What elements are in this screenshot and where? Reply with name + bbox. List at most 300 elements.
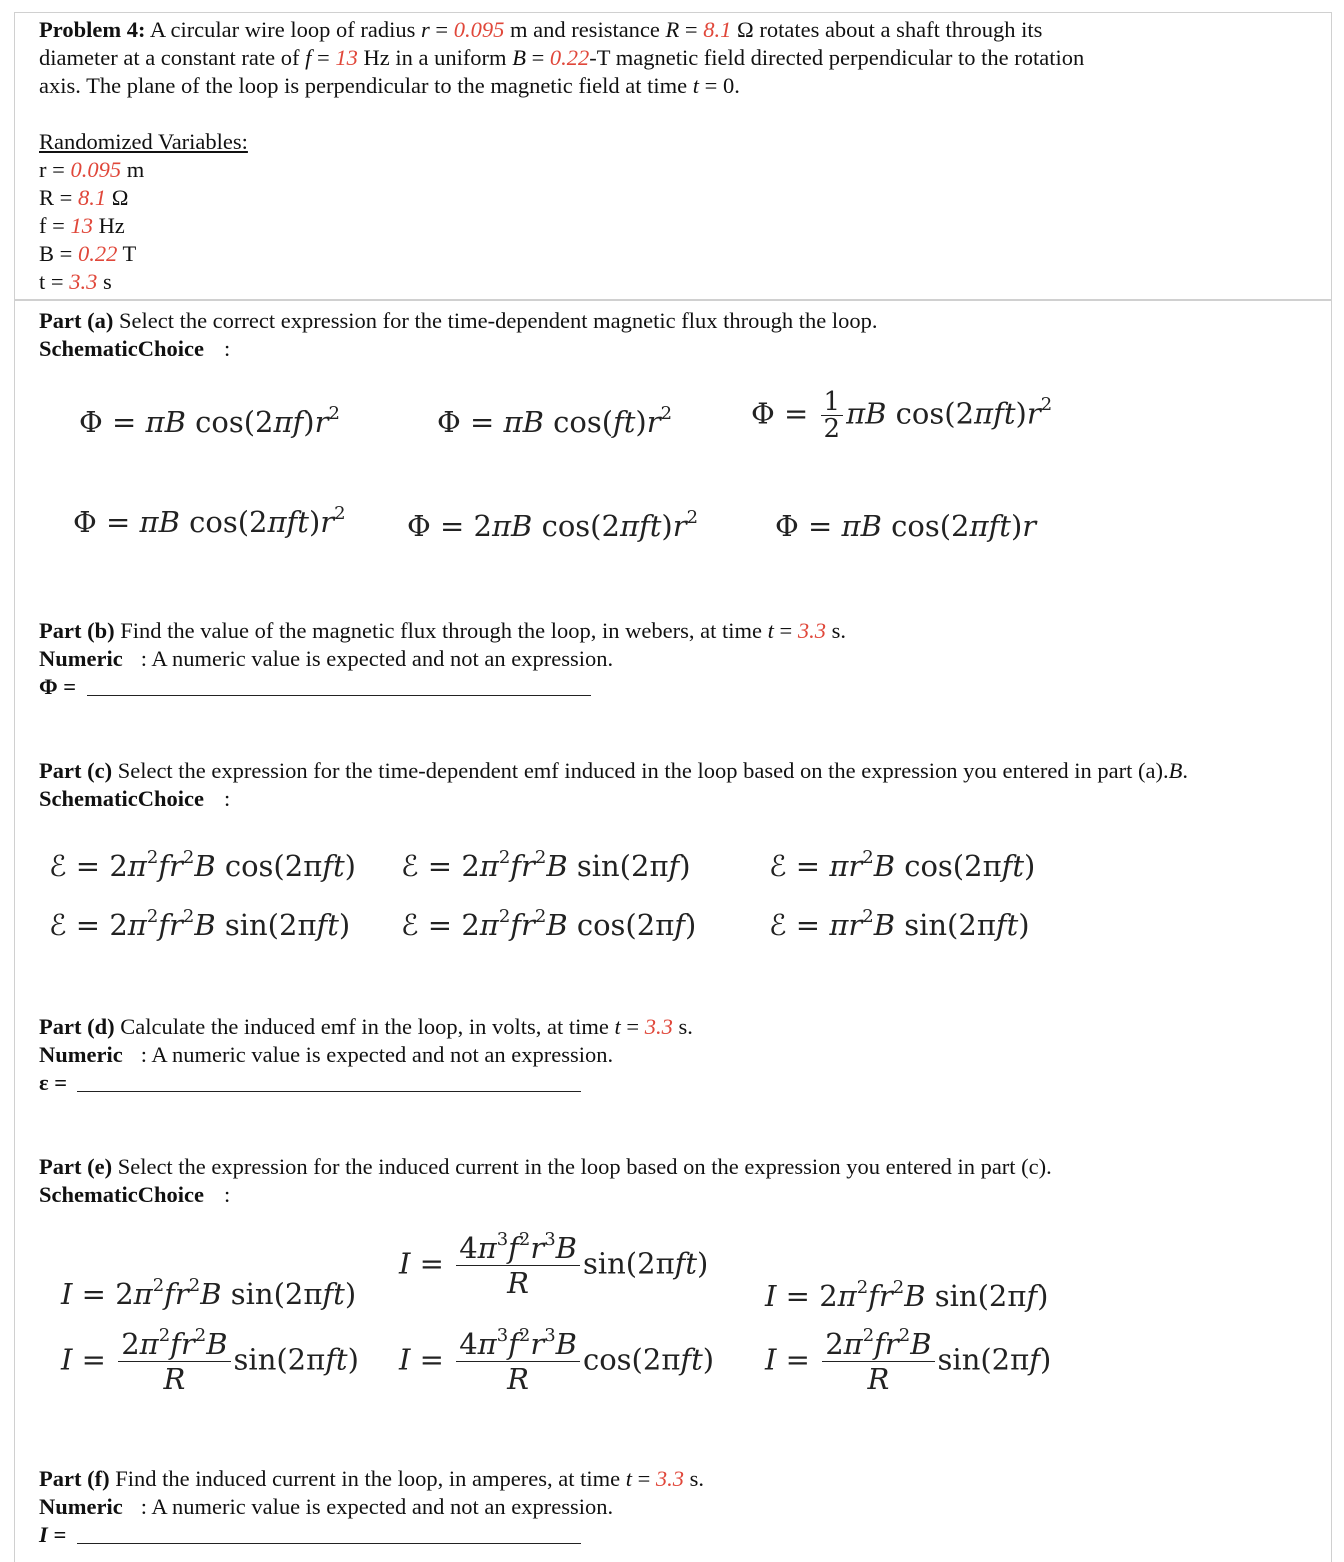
answer-type: Numeric <box>39 1494 123 1519</box>
randomized-variable <box>39 212 125 240</box>
exp: 2 <box>498 846 511 868</box>
B: B <box>555 1231 577 1265</box>
emf: ℰ <box>769 849 787 883</box>
eq: = <box>525 45 550 70</box>
ft: ft <box>993 396 1016 431</box>
pi: π <box>477 1327 497 1361</box>
eq: = <box>786 908 830 942</box>
eq: = <box>418 849 462 883</box>
choice-e3[interactable] <box>765 1276 1049 1313</box>
paren: ) <box>685 908 697 942</box>
part-b-type <box>39 645 613 673</box>
variable-value: 0.095 <box>70 157 122 182</box>
answer-type: Numeric <box>39 646 123 671</box>
eq: = <box>429 17 454 42</box>
part-c-label: Part (c) <box>39 758 113 783</box>
eq: = <box>798 509 842 543</box>
choice-a4[interactable] <box>73 502 346 539</box>
part-d-text: Calculate the induced emf in the loop, in volts, at time <box>114 1014 615 1039</box>
eq: = <box>631 1466 656 1491</box>
two: 2 <box>121 1327 140 1361</box>
choice-e1[interactable] <box>61 1274 357 1311</box>
sin: sin(2π <box>895 908 996 942</box>
eq: = <box>774 396 818 431</box>
part-d-label: Part (d) <box>39 1014 115 1039</box>
eq: = <box>620 1014 645 1039</box>
pi: π <box>969 509 989 543</box>
paren: ) <box>338 908 351 942</box>
part-d-type <box>39 1041 613 1069</box>
variable-value: 0.22 <box>77 241 118 266</box>
den: 2 <box>821 415 844 442</box>
r: r <box>530 1327 545 1361</box>
exp: 2 <box>182 846 195 868</box>
paren: ) <box>679 849 691 883</box>
choice-a1[interactable] <box>79 402 340 439</box>
separator: : <box>223 336 231 361</box>
r: r <box>848 908 863 942</box>
choice-c6[interactable] <box>769 905 1030 942</box>
pi: π <box>139 505 159 539</box>
sym-t: t <box>767 618 774 643</box>
den: R <box>118 1361 230 1396</box>
B: B <box>522 405 544 439</box>
ft: ft <box>674 1246 698 1281</box>
f: f <box>1029 1342 1040 1377</box>
two: 2 <box>601 509 620 543</box>
fraction <box>118 1324 230 1396</box>
pi: π <box>127 849 147 883</box>
B: B <box>546 908 568 942</box>
eq: = <box>430 509 474 543</box>
variable-unit: Hz <box>92 213 125 238</box>
exp: 2 <box>660 402 673 424</box>
two: 2 <box>951 509 970 543</box>
phi: Φ <box>79 405 103 439</box>
value-f: 13 <box>335 45 358 70</box>
paren: ) <box>661 509 673 543</box>
choice-c2[interactable] <box>401 846 691 883</box>
B: B <box>511 509 533 543</box>
emf: ℰ <box>49 849 67 883</box>
exp: 2 <box>146 846 159 868</box>
separator: : <box>223 1182 231 1207</box>
part-f-text: Find the induced current in the loop, in amperes, at time <box>109 1466 626 1491</box>
choice-e2[interactable] <box>399 1228 709 1300</box>
sin: sin(2π <box>937 1342 1030 1377</box>
B: B <box>158 505 180 539</box>
cos: cos( <box>881 509 952 543</box>
ft: ft <box>613 405 636 439</box>
fraction-half <box>821 389 844 442</box>
variable-name: t = <box>39 269 70 294</box>
eq: = <box>776 1279 820 1313</box>
problem-text: Hz in a uniform <box>357 45 513 70</box>
r: r <box>848 849 863 883</box>
pi: π <box>133 1277 153 1311</box>
problem-text: Ω rotates about a shaft through its <box>731 17 1043 42</box>
two: 2 <box>825 1327 844 1361</box>
pi: π <box>479 849 499 883</box>
exp: 2 <box>686 506 699 528</box>
pi: π <box>841 509 861 543</box>
f: f <box>508 1231 519 1265</box>
problem-label: Problem 4: <box>39 17 146 42</box>
ft: ft <box>995 908 1019 942</box>
part-b-label: Part (b) <box>39 618 115 643</box>
paren: ) <box>344 849 356 883</box>
sym-f: f <box>305 45 312 70</box>
eq: = <box>410 1246 454 1281</box>
ft: ft <box>325 1342 348 1377</box>
emf: ℰ <box>49 908 67 942</box>
two: 2 <box>109 908 128 942</box>
exp: 2 <box>862 905 874 927</box>
r: r <box>672 509 687 543</box>
ft: ft <box>1001 849 1025 883</box>
B: B <box>194 849 216 883</box>
emf: ℰ <box>401 908 419 942</box>
paren: ) <box>1015 396 1027 431</box>
variable-unit: Ω <box>106 185 129 210</box>
B: B <box>200 1277 222 1311</box>
paren: ) <box>308 505 321 539</box>
exp: 2 <box>146 905 159 927</box>
part-b-answer-label <box>39 673 76 701</box>
part-a-label: Part (a) <box>39 308 114 333</box>
four: 4 <box>459 1327 478 1361</box>
answer-type: Numeric <box>39 1042 123 1067</box>
choice-a3[interactable] <box>751 389 1052 442</box>
problem-line-1 <box>39 16 1042 44</box>
part-c-type <box>39 785 230 813</box>
sym-t: t <box>625 1466 632 1491</box>
r: r <box>1026 396 1041 431</box>
fr: fr <box>868 1279 893 1313</box>
cos: cos(2π <box>215 849 323 883</box>
sin: sin(2π <box>925 1279 1027 1313</box>
separator: : A numeric value is expected and not an expression. <box>140 1494 614 1519</box>
emf-label: ε = <box>39 1070 68 1095</box>
sin: sin(2π <box>215 908 317 942</box>
choice-a6[interactable] <box>775 509 1036 543</box>
part-f-answer-label <box>39 1521 66 1549</box>
choice-e4[interactable] <box>61 1324 359 1396</box>
B: B <box>555 1327 577 1361</box>
two: 2 <box>115 1277 134 1311</box>
phi: Φ <box>407 509 431 543</box>
num <box>118 1324 230 1361</box>
ft: ft <box>286 505 309 539</box>
randomized-variable <box>39 240 136 268</box>
paren: ) <box>344 1277 357 1311</box>
two: 2 <box>473 509 492 543</box>
fraction <box>456 1324 580 1396</box>
B: B <box>206 1327 228 1361</box>
sym-r: r <box>421 17 430 42</box>
variable-unit: m <box>121 157 145 182</box>
eq: = <box>773 618 798 643</box>
exp: 2 <box>518 1228 531 1250</box>
exp: 2 <box>188 1274 201 1296</box>
eq: = <box>786 849 830 883</box>
f: f <box>1026 1279 1038 1313</box>
fraction <box>456 1228 580 1300</box>
r: r <box>320 505 335 539</box>
value-B: 0.22 <box>549 45 590 70</box>
B: B <box>860 509 882 543</box>
phi-label: Φ = <box>39 674 77 699</box>
phi: Φ <box>73 505 97 539</box>
two: 2 <box>819 1279 838 1313</box>
variable-value: 8.1 <box>77 185 107 210</box>
choice-c3[interactable] <box>769 846 1036 883</box>
problem-text: diameter at a constant rate of <box>39 45 306 70</box>
eq: = <box>460 405 504 439</box>
exp: 2 <box>328 402 340 424</box>
exp: 2 <box>194 1324 207 1346</box>
part-d-answer-label <box>39 1069 67 1097</box>
emf: ℰ <box>401 849 419 883</box>
exp: 2 <box>534 846 547 868</box>
part-b-text: s. <box>825 618 846 643</box>
part-b-answer-input[interactable] <box>87 695 591 696</box>
choice-e6[interactable] <box>765 1324 1052 1396</box>
pi: π <box>267 505 287 539</box>
cos: cos(2π <box>567 908 675 942</box>
eq: = <box>66 908 110 942</box>
value-t: 3.3 <box>655 1466 685 1491</box>
part-f-label: Part (f) <box>39 1466 110 1491</box>
problem-line-2 <box>39 44 1084 72</box>
phi: Φ <box>437 405 461 439</box>
pi: π <box>479 908 499 942</box>
problem-text: = 0. <box>699 73 740 98</box>
exp: 3 <box>496 1228 509 1250</box>
part-b-text: Find the value of the magnetic flux through the loop, in webers, at time <box>114 618 768 643</box>
num <box>456 1324 580 1361</box>
randomized-variable <box>39 184 128 212</box>
two: 2 <box>255 405 274 439</box>
pi: π <box>974 396 994 431</box>
part-a-text: Select the correct expression for the time-dependent magnetic flux through the loop. <box>113 308 878 333</box>
ft: ft <box>322 1277 345 1311</box>
part-f-type <box>39 1493 613 1521</box>
exp: 2 <box>856 1276 869 1298</box>
eq: = <box>311 45 336 70</box>
variable-value: 13 <box>70 213 93 238</box>
B: B <box>910 1327 932 1361</box>
problem-text: axis. The plane of the loop is perpendicular to the magnetic field at time <box>39 73 693 98</box>
den: R <box>822 1361 934 1396</box>
choice-c4[interactable] <box>49 905 351 942</box>
cos: cos(2π <box>582 1342 681 1377</box>
fr: fr <box>510 849 535 883</box>
part-d-prompt <box>39 1013 693 1041</box>
two: 2 <box>461 849 480 883</box>
exp: 2 <box>862 846 874 868</box>
paren: ) <box>702 1342 715 1377</box>
paren: ) <box>1039 1342 1052 1377</box>
problem-text: m and resistance <box>504 17 666 42</box>
fr: fr <box>158 849 183 883</box>
fr: fr <box>170 1327 195 1361</box>
separator: : <box>223 786 231 811</box>
part-e-label: Part (e) <box>39 1154 113 1179</box>
problem-line-3 <box>39 72 740 100</box>
I: I <box>765 1279 777 1313</box>
B: B <box>865 396 887 431</box>
choice-c5[interactable] <box>401 905 697 942</box>
part-a-type <box>39 335 230 363</box>
I: I <box>399 1246 411 1281</box>
two: 2 <box>955 396 975 431</box>
randomized-variable <box>39 156 144 184</box>
variable-name: r = <box>39 157 71 182</box>
value-t: 3.3 <box>644 1014 673 1039</box>
phi: Φ <box>775 509 799 543</box>
r: r <box>646 405 661 439</box>
B: B <box>546 849 568 883</box>
variable-name: f = <box>39 213 71 238</box>
B: B <box>873 849 895 883</box>
paren: ) <box>1037 1279 1049 1313</box>
exp: 2 <box>898 1324 911 1346</box>
exp: 3 <box>544 1324 556 1346</box>
eq: = <box>679 17 704 42</box>
r: r <box>530 1231 545 1265</box>
paren: ) <box>635 405 647 439</box>
pi: π <box>503 405 523 439</box>
choice-a5[interactable] <box>407 506 699 543</box>
exp: 2 <box>498 905 511 927</box>
variable-unit: s <box>97 269 112 294</box>
randomized-heading: Randomized Variables: <box>39 129 248 154</box>
cos: cos(2π <box>895 849 1002 883</box>
part-d-text: s. <box>672 1014 693 1039</box>
emf: ℰ <box>769 908 787 942</box>
current-label: I = <box>39 1522 67 1547</box>
exp: 3 <box>544 1228 556 1250</box>
two: 2 <box>249 505 268 539</box>
part-c-dot: . <box>1182 758 1188 783</box>
cos: cos( <box>532 509 602 543</box>
choice-c1[interactable] <box>49 846 356 883</box>
num: 1 <box>823 387 841 417</box>
choice-a2[interactable] <box>437 402 673 439</box>
part-d-answer-input[interactable] <box>77 1091 581 1092</box>
pi: π <box>491 509 512 543</box>
sin: sin(2π <box>567 849 669 883</box>
pi: π <box>619 509 639 543</box>
part-f-answer-input[interactable] <box>77 1543 581 1544</box>
ft: ft <box>322 849 345 883</box>
I: I <box>61 1342 73 1377</box>
part-c-tail: B <box>1168 758 1183 783</box>
randomized-variable <box>39 268 112 296</box>
paren: ) <box>303 405 315 439</box>
exp: 2 <box>152 1274 165 1296</box>
sin: sin(2π <box>233 1342 326 1377</box>
cos: cos( <box>185 405 256 439</box>
B: B <box>873 908 895 942</box>
eq: = <box>410 1342 454 1377</box>
part-e-type <box>39 1181 230 1209</box>
eq: = <box>102 405 146 439</box>
sym-R: R <box>665 17 680 42</box>
part-c-prompt <box>39 757 1188 785</box>
pi: π <box>846 396 866 431</box>
part-f-text: s. <box>684 1466 705 1491</box>
ft: ft <box>680 1342 703 1377</box>
exp: 2 <box>892 1276 905 1298</box>
part-f-prompt <box>39 1465 704 1493</box>
separator: : A numeric value is expected and not an expression. <box>140 646 614 671</box>
paren: ) <box>347 1342 359 1377</box>
cos: cos( <box>543 405 614 439</box>
variable-name: R = <box>39 185 78 210</box>
value-r: 0.095 <box>453 17 505 42</box>
I: I <box>61 1277 73 1311</box>
variable-unit: T <box>117 241 137 266</box>
den: R <box>456 1265 580 1300</box>
f: f <box>674 908 685 942</box>
I: I <box>399 1342 411 1377</box>
two: 2 <box>109 849 128 883</box>
paren: ) <box>1024 849 1036 883</box>
pi: π <box>273 405 293 439</box>
answer-type: SchematicChoice <box>39 336 204 361</box>
pi: π <box>837 1279 857 1313</box>
pi: π <box>145 405 165 439</box>
part-e-text: Select the expression for the induced current in the loop based on the expression you entered in part (c). <box>112 1154 1052 1179</box>
choice-e5[interactable] <box>399 1324 715 1396</box>
eq: = <box>776 1342 820 1377</box>
B: B <box>194 908 216 942</box>
eq: = <box>66 849 110 883</box>
problem-panel <box>14 12 1332 300</box>
f: f <box>668 849 680 883</box>
exp: 2 <box>158 1324 171 1346</box>
paren: ) <box>1010 509 1023 543</box>
problem-text: -T magnetic field directed perpendicular to the rotation <box>589 45 1085 70</box>
exp: 3 <box>496 1324 509 1346</box>
exp: 2 <box>518 1324 531 1346</box>
fr: fr <box>164 1277 189 1311</box>
pi: π <box>829 849 849 883</box>
value-t: 3.3 <box>797 618 826 643</box>
r: r <box>314 405 329 439</box>
parts-panel <box>14 300 1332 1562</box>
ft: ft <box>639 509 662 543</box>
pi: π <box>829 908 849 942</box>
fraction <box>822 1324 934 1396</box>
two: 2 <box>461 908 480 942</box>
fr: fr <box>510 908 535 942</box>
part-c-text: Select the expression for the time-dependent emf induced in the loop based on the expression you entered in part (a). <box>112 758 1169 783</box>
variable-name: B = <box>39 241 78 266</box>
value-R: 8.1 <box>703 17 732 42</box>
part-b-prompt <box>39 617 846 645</box>
separator: : A numeric value is expected and not an expression. <box>140 1042 614 1067</box>
num <box>456 1228 580 1265</box>
cos: cos( <box>886 396 956 431</box>
sin: sin(2π <box>221 1277 323 1311</box>
eq: = <box>96 505 140 539</box>
f: f <box>292 405 304 439</box>
exp: 2 <box>334 502 346 524</box>
exp: 2 <box>182 905 195 927</box>
